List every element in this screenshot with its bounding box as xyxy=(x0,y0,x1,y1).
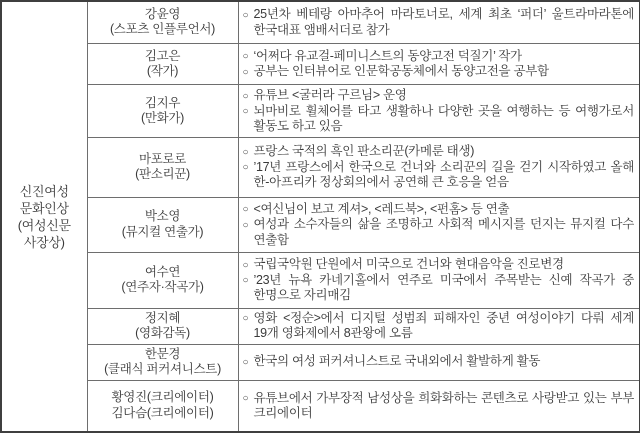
recipient-name-line: 김지우 xyxy=(144,95,181,110)
achievement-cell xyxy=(238,137,640,197)
recipient-name-line: 김고은 xyxy=(144,48,181,63)
recipient-name-line: 마포로로 xyxy=(138,151,187,166)
recipient-name-line: (만화가) xyxy=(140,111,185,126)
circle-bullet-icon: ○ xyxy=(242,313,249,325)
achievement-item: ○ 여성과 소수자들의 삶을 조명하고 사회적 메시지를 던지는 뮤지컬 다수 연출함 xyxy=(242,217,634,247)
recipient-name-line: 한문경 xyxy=(144,346,181,361)
table-row xyxy=(1,308,640,344)
achievement-item: ○ <여신님이 보고 계셔>, <레드북>, <펀홈> 등 연출 xyxy=(242,201,510,216)
recipient-name-line: (영화감독) xyxy=(135,326,190,341)
award-category-line: 신진여성 xyxy=(19,183,69,199)
recipient-name-line: 황영진(크리에이터) xyxy=(111,390,214,405)
table-row xyxy=(1,253,640,309)
achievement-item: ○ 25년차 베테랑 아마추어 마라토너로, 세계 최초 ‘퍼더’ 울트라마라톤에 한국대표 앰배서더로 참가 xyxy=(242,7,634,37)
circle-bullet-icon: ○ xyxy=(242,219,249,231)
achievement-item: ○ 프랑스 국적의 흑인 판소리꾼(카메룬 태생) xyxy=(242,144,475,159)
recipient-cell xyxy=(87,1,238,43)
recipient-cell xyxy=(87,344,238,380)
recipient-name-line: (스포츠 인플루언서) xyxy=(109,22,216,37)
table-row xyxy=(1,380,640,432)
achievement-item: ○ 국립국악원 단원에서 미국으로 건너와 현대음악을 진로변경 xyxy=(242,257,564,272)
table-row xyxy=(1,1,640,43)
recipient-name-line: (판소리꾼) xyxy=(135,167,190,182)
table-row xyxy=(1,85,640,138)
recipient-name-line: 박소영 xyxy=(144,209,181,224)
achievement-item: ○ 유튜브 <굴러라 구르님> 운영 xyxy=(242,88,407,103)
achievement-item: ○ 뇌마비로 휠체어를 타고 생활하나 다양한 곳을 여행하는 등 여행가로서 활동도 하고 있음 xyxy=(242,103,634,134)
circle-bullet-icon: ○ xyxy=(242,275,249,287)
recipient-cell xyxy=(87,137,238,197)
recipient-name-line: 김다슴(크리에이터) xyxy=(111,405,214,420)
award-category-line: (여성신문 xyxy=(17,217,71,233)
circle-bullet-icon: ○ xyxy=(242,106,249,118)
recipient-cell xyxy=(87,308,238,344)
achievement-cell xyxy=(238,197,640,253)
table-row xyxy=(1,197,640,253)
circle-bullet-icon: ○ xyxy=(242,162,249,174)
recipient-name-line: 여수연 xyxy=(144,264,181,279)
recipient-cell xyxy=(87,85,238,138)
circle-bullet-icon: ○ xyxy=(242,51,249,63)
recipient-cell xyxy=(87,197,238,253)
award-table-body xyxy=(1,1,640,432)
achievement-cell xyxy=(238,85,640,138)
circle-bullet-icon: ○ xyxy=(242,204,249,216)
recipient-name-line: (작가) xyxy=(146,64,179,79)
recipient-name-line: (연주자·작곡가) xyxy=(121,280,204,295)
achievement-cell xyxy=(238,43,640,84)
recipient-cell xyxy=(87,43,238,84)
achievement-item: ○ 공부는 인터뷰어로 인문학공동체에서 동양고전을 공부함 xyxy=(242,64,549,79)
recipient-cell xyxy=(87,253,238,309)
achievement-item: ○ ’23년 뉴욕 카네기홀에서 연주로 미국에서 주목받는 신예 작곡가 중 한명으로 자리매김 xyxy=(242,272,634,303)
circle-bullet-icon: ○ xyxy=(242,66,249,78)
achievement-item: ○ ‘어쩌다 유교걸-페미니스트의 동양고전 덕질기’ 작가 xyxy=(242,48,522,63)
achievement-cell xyxy=(238,308,640,344)
circle-bullet-icon: ○ xyxy=(242,146,249,158)
recipient-name-line: (뮤지컬 연출가) xyxy=(121,224,204,239)
award-category-line: 사장상) xyxy=(23,234,65,250)
recipient-cell xyxy=(87,380,238,432)
circle-bullet-icon: ○ xyxy=(242,9,249,21)
award-category-cell xyxy=(1,1,87,432)
table-row xyxy=(1,344,640,380)
recipient-name-line: 정지혜 xyxy=(144,310,181,325)
achievement-item: ○ ’17년 프랑스에서 한국으로 건너와 소리꾼의 길을 걷기 시작하였고 올해 한-아프리카 정상회의에서 공연해 큰 호응을 얻음 xyxy=(242,159,634,190)
achievement-cell xyxy=(238,253,640,309)
award-category-line: 문화인상 xyxy=(19,200,69,216)
achievement-cell xyxy=(238,344,640,380)
recipient-name-line: 강윤영 xyxy=(144,6,181,21)
table-row xyxy=(1,137,640,197)
circle-bullet-icon: ○ xyxy=(242,259,249,271)
achievement-cell xyxy=(238,380,640,432)
circle-bullet-icon: ○ xyxy=(242,393,249,405)
table-row xyxy=(1,43,640,84)
achievement-item: ○ 한국의 여성 퍼커셔니스트로 국내외에서 활발하게 활동 xyxy=(242,354,541,369)
achievement-item: ○ 영화 <정순>에서 디지털 성범죄 피해자인 중년 여성이야기 다뤄 세계 19개 영화제에서 8관왕에 오름 xyxy=(242,310,634,341)
recipient-name-line: (클래식 퍼커셔니스트) xyxy=(104,362,221,377)
achievement-item: ○ 유튜브에서 가부장적 남성상을 희화화하는 콘텐츠로 사랑받고 있는 부부 크리에이터 xyxy=(242,390,634,421)
circle-bullet-icon: ○ xyxy=(242,90,249,102)
circle-bullet-icon: ○ xyxy=(242,356,249,368)
achievement-cell xyxy=(238,1,640,43)
